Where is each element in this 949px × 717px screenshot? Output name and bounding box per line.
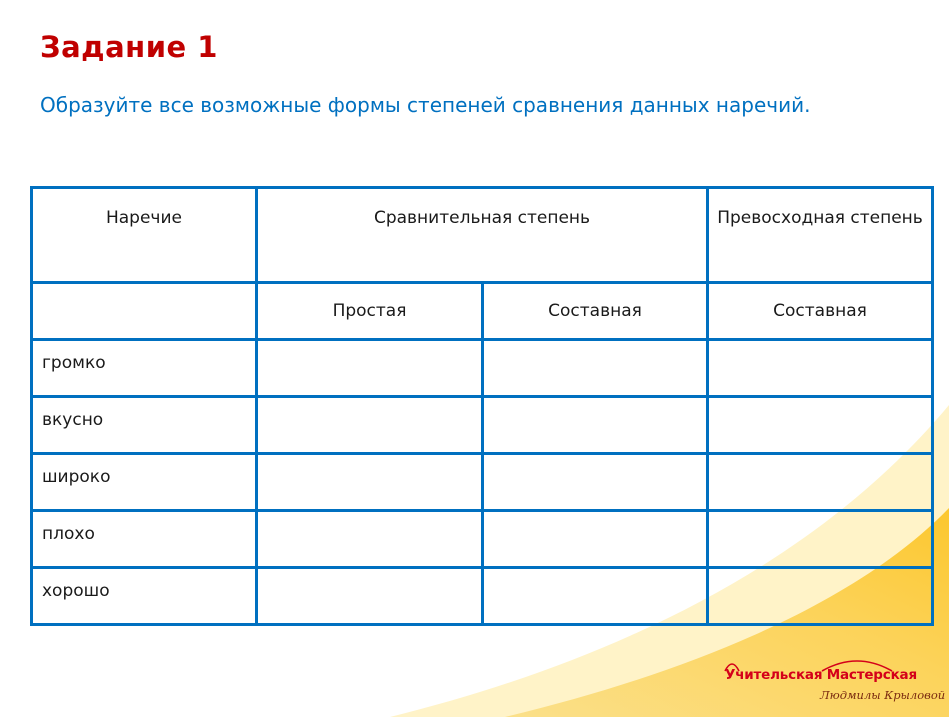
compound-answer-cell[interactable]	[483, 511, 708, 568]
superlative-answer-cell[interactable]	[708, 568, 933, 625]
subheader-empty	[32, 283, 257, 340]
adverb-cell: громко	[32, 340, 257, 397]
adverb-cell: вкусно	[32, 397, 257, 454]
task-instruction: Образуйте все возможные формы степеней сравнения данных наречий.	[40, 93, 811, 117]
table-row	[32, 568, 933, 625]
simple-answer-cell[interactable]	[257, 568, 483, 625]
header-superlative: Превосходная степень	[708, 188, 933, 283]
header-comparative: Сравнительная степень	[257, 188, 708, 283]
table-row	[32, 397, 933, 454]
task-title: Задание 1	[40, 30, 218, 64]
compound-answer-cell[interactable]	[483, 340, 708, 397]
table-subheader-row	[32, 283, 933, 340]
simple-answer-cell[interactable]	[257, 397, 483, 454]
compound-answer-cell[interactable]	[483, 397, 708, 454]
compound-answer-cell[interactable]	[483, 568, 708, 625]
table-row	[32, 340, 933, 397]
adverb-cell: хорошо	[32, 568, 257, 625]
adverb-cell: плохо	[32, 511, 257, 568]
compound-answer-cell[interactable]	[483, 454, 708, 511]
simple-answer-cell[interactable]	[257, 511, 483, 568]
simple-answer-cell[interactable]	[257, 454, 483, 511]
table-row	[32, 454, 933, 511]
logo-sub-text: Людмилы Крыловой	[820, 688, 946, 702]
superlative-answer-cell[interactable]	[708, 397, 933, 454]
subheader-compound: Составная	[483, 283, 708, 340]
superlative-answer-cell[interactable]	[708, 454, 933, 511]
publisher-logo	[722, 655, 946, 715]
subheader-simple: Простая	[257, 283, 483, 340]
adverb-cell: широко	[32, 454, 257, 511]
superlative-answer-cell[interactable]	[708, 340, 933, 397]
simple-answer-cell[interactable]	[257, 340, 483, 397]
comparison-degrees-table	[30, 186, 934, 626]
logo-main-text: Учительская Мастерская	[725, 667, 917, 683]
header-adverb: Наречие	[32, 188, 257, 283]
superlative-answer-cell[interactable]	[708, 511, 933, 568]
table-row	[32, 511, 933, 568]
subheader-superlative-compound: Составная	[708, 283, 933, 340]
table-header-row	[32, 188, 933, 283]
